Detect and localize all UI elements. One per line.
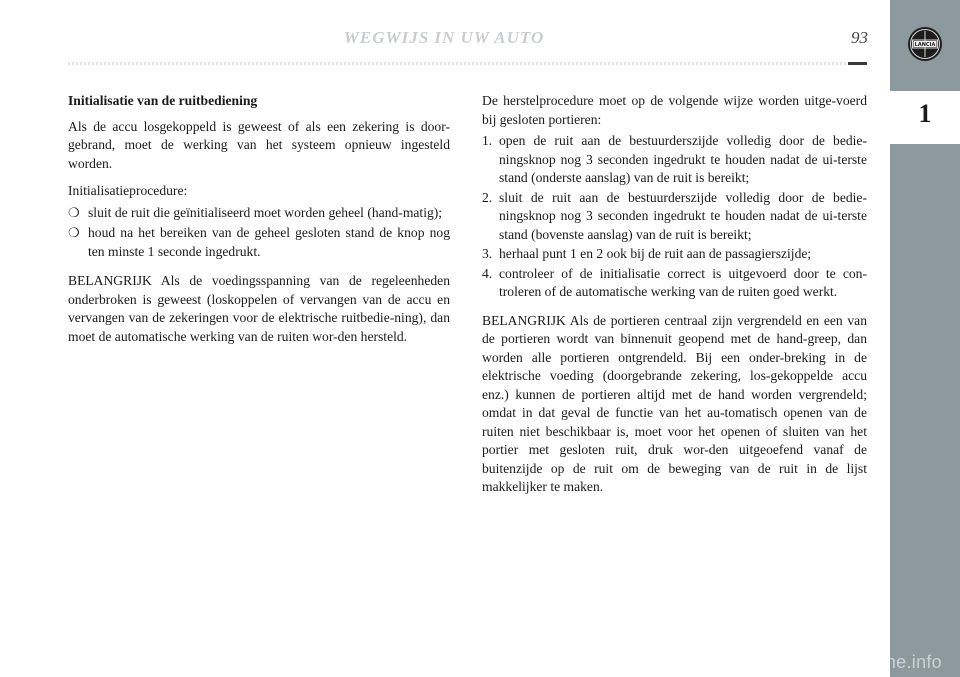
list-item [482, 245, 867, 264]
header-rule-accent [848, 62, 867, 65]
step-number: 2. [482, 189, 493, 205]
list-item [68, 204, 450, 223]
circle-bullet-icon: ❍ [68, 225, 80, 240]
important-note: BELANGRIJK Als de voedingsspanning van de regeleenheden onderbroken is geweest (loskoppelen of vervangen van de accu en vervangen van de zekeringen voor de elektrische ruitbedie-ning), dan moet de automatische werking van de ruiten wor-den hersteld. [68, 273, 450, 344]
section-heading: Initialisatie van de ruitbediening [68, 93, 258, 108]
watermark: carmanualsonline.info [760, 652, 942, 672]
procedure-intro: De herstelprocedure moet op de volgende wijze worden uitge-voerd bij gesloten portieren: [482, 93, 867, 127]
list-item [482, 265, 867, 302]
important-note: BELANGRIJK Als de portieren centraal zijn vergrendeld en een van de portieren wordt van binnenuit geopend met de hand-greep, dan worden alle portieren ontgrendeld. Bij een onder-breking in de elektrische voeding (doorgebrande zekering, los-gekoppelde accu enz.) kunnen de portieren altijd met de hand worden vergrendeld; omdat in dat geval de functie van het au-tomatisch openen van de ruiten niet beschikbaar is, moet voor het openen of sluiten van het portier met gesloten ruit, druk wor-den uitgeoefend vanaf de buitenzijde op de ruit om de beweging van de ruit in de lijst makkelijker te maken. [482, 312, 867, 494]
list-item-text: sluit de ruit die geïnitialiseerd moet worden geheel (hand-matig); [88, 204, 443, 220]
list-item [68, 224, 450, 261]
logo-lettering: LANCIA [914, 42, 936, 48]
circle-bullet-icon: ❍ [68, 204, 80, 220]
page-number: 93 [851, 28, 868, 47]
intro-paragraph: Als de accu losgekoppeld is geweest of als een zekering is door-gebrand, moet de werking van het systeem opnieuw ingesteld worden. [68, 118, 450, 171]
list-item [482, 189, 867, 245]
list-item-text: houd na het bereiken van de geheel gesloten stand de knop nog ten minste 1 seconde ingedrukt. [88, 225, 450, 259]
chapter-tab[interactable] [890, 91, 960, 144]
chapter-sidebar [890, 0, 960, 677]
header-rule [68, 62, 867, 65]
step-text: herhaal punt 1 en 2 ook bij de ruit aan de passagierszijde; [499, 246, 812, 261]
procedure-label: Initialisatieprocedure: [68, 183, 188, 198]
step-number: 3. [482, 246, 493, 261]
step-text: controleer of de initialisatie correct is uitgevoerd door te con-troleren of de automatische werking van de ruiten goed werkt. [499, 265, 867, 299]
lancia-logo [907, 26, 943, 62]
list-item [482, 132, 867, 188]
step-number: 4. [482, 265, 493, 281]
right-column [482, 92, 867, 506]
left-column [68, 92, 450, 355]
chapter-number: 1 [918, 99, 932, 128]
step-text: open de ruit aan de bestuurderszijde volledig door de bedie-ningsknop nog 3 seconden ingedrukt te houden nadat de ui-terste stand (onderste aanslag) van de ruit is bereikt; [499, 133, 867, 185]
running-header-title: WEGWIJS IN UW AUTO [343, 28, 545, 47]
step-number: 1. [482, 133, 493, 148]
step-text: sluit de ruit aan de bestuurderszijde volledig door de bedie-ningsknop nog 3 seconden ingedrukt te houden nadat de ui-terste stand (bovenste aanslag) van de ruit is bereikt; [499, 189, 867, 242]
